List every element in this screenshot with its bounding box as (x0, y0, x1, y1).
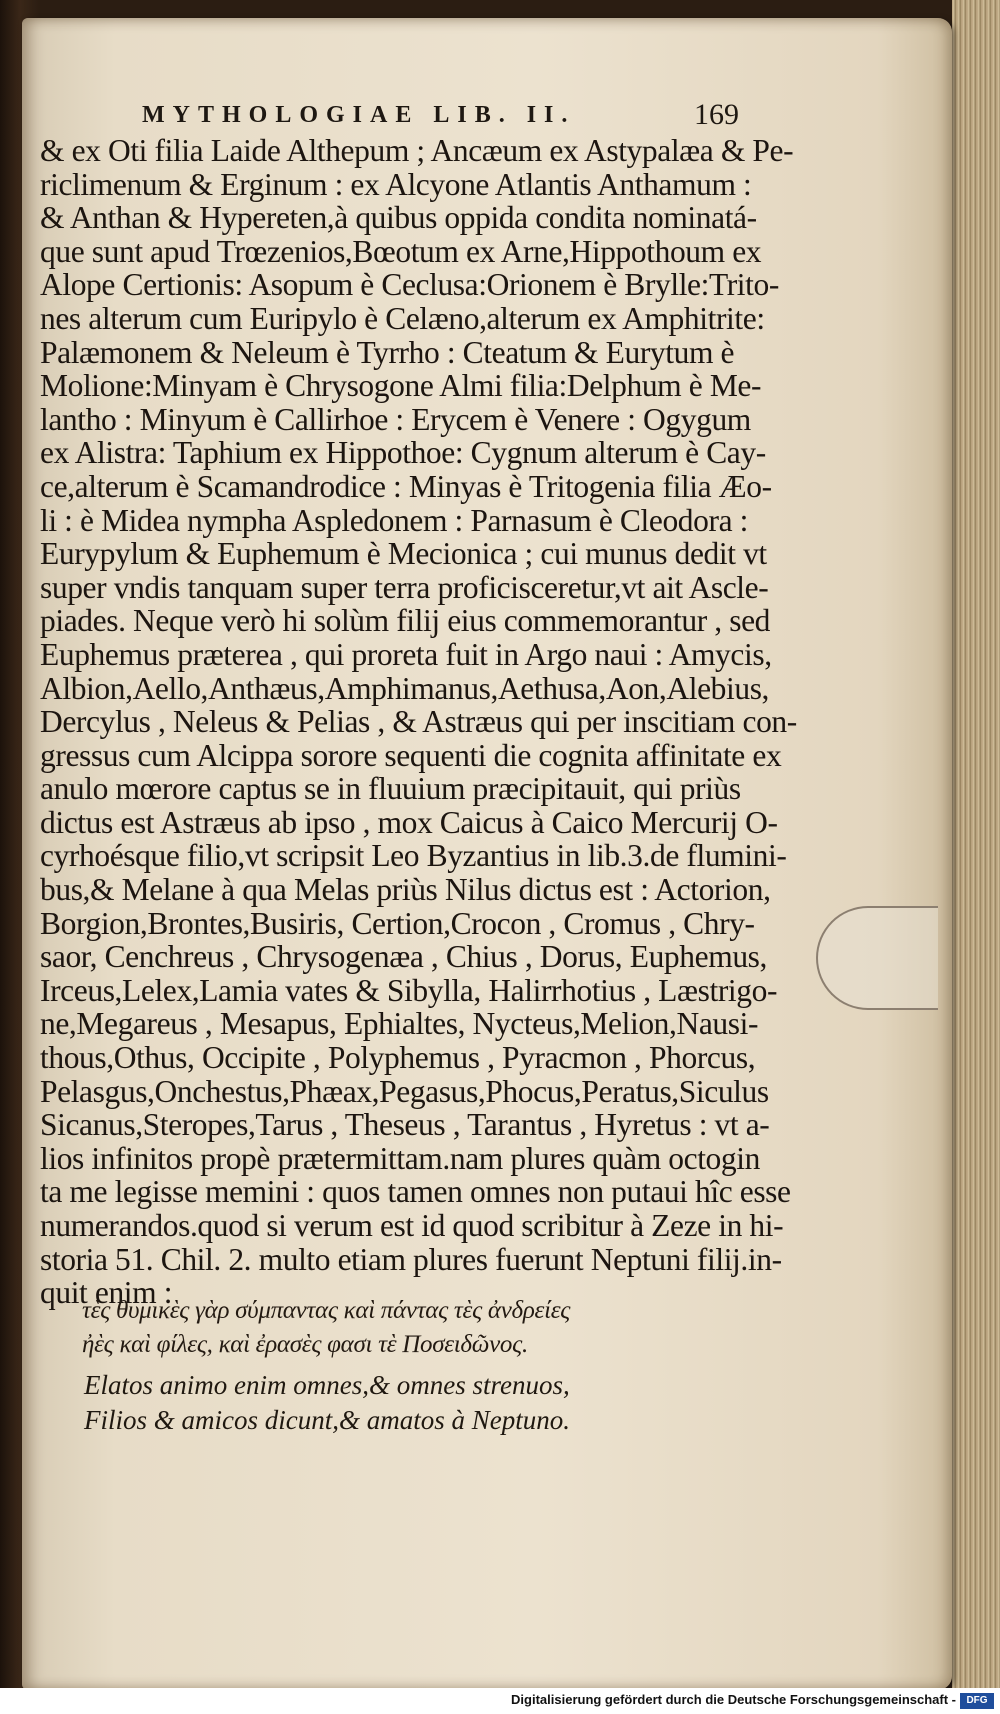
text-line: bus,& Melane à qua Melas priùs Nilus dictus est : Actorion, (40, 872, 771, 908)
running-head: MYTHOLOGIAE LIB. II. (142, 102, 576, 128)
text-line: que sunt apud Trœzenios,Bœotum ex Arne,Hippothoum ex (40, 233, 762, 269)
text-line: ex Alistra: Taphium ex Hippothoe: Cygnum alterum è Cay- (40, 435, 766, 471)
text-line: Palæmonem & Neleum è Tyrrho : Cteatum & Eurytum è (40, 334, 735, 370)
text-line: li : è Midea nympha Aspledonem : Parnasum è Cleodora : (40, 502, 749, 538)
text-line: Eurypylum & Euphemum è Mecionica ; cui munus dedit vt (40, 536, 767, 572)
page-number: 169 (694, 98, 739, 131)
text-line: super vndis tanquam super terra proficisceretur,vt ait Ascle- (40, 569, 769, 605)
text-line: Sicanus,Steropes,Tarus , Theseus , Tarantus , Hyretus : vt a- (40, 1107, 770, 1143)
text-line: Molione:Minyam è Chrysogone Almi filia:Delphum è Me- (40, 368, 762, 404)
text-line: Irceus,Lelex,Lamia vates & Sibylla, Halirrhotius , Læstrigo- (40, 972, 778, 1008)
text-line: dictus est Astræus ab ipso , mox Caicus à Caico Mercurij O- (40, 804, 778, 840)
text-line: Pelasgus,Onchestus,Phæax,Pegasus,Phocus,Peratus,Siculus (40, 1073, 769, 1109)
text-line: Borgion,Brontes,Busiris, Certion,Crocon , Cromus , Chry- (40, 905, 755, 941)
text-line: Euphemus præterea , qui proreta fuit in Argo naui : Amycis, (40, 636, 772, 672)
text-line: Alope Certionis: Asopum è Ceclusa:Orionem è Brylle:Trito- (40, 267, 779, 303)
text-line: ce,alterum è Scamandrodice : Minyas è Tritogenia filia Æo- (40, 468, 772, 504)
latin-line: Elatos animo enim omnes,& omnes strenuos, (84, 1370, 570, 1400)
dfg-logo: DFG (960, 1693, 994, 1709)
latin-line: Filios & amicos dicunt,& amatos à Neptuno. (84, 1405, 570, 1435)
greek-line: τὲς θυμικὲς γὰρ σύμπαντας καὶ πάντας τὲς ἀνδρείες (82, 1297, 571, 1324)
book-page (22, 18, 952, 1690)
text-line: & ex Oti filia Laide Althepum ; Ancæum ex Astypalæa & Pe- (40, 133, 794, 168)
text-line: Dercylus , Neleus & Pelias , & Astræus qui per inscitiam con- (40, 704, 797, 740)
text-line: quit enim : (40, 1275, 173, 1311)
page-edges (952, 0, 1000, 1714)
text-line: thous,Othus, Occipite , Polyphemus , Pyracmon , Phorcus, (40, 1040, 756, 1076)
text-line: nes alterum cum Euripylo è Celæno,alterum ex Amphitrite: (40, 300, 765, 336)
text-line: saor, Cenchreus , Chrysogenæa , Chius , Dorus, Euphemus, (40, 939, 768, 975)
greek-verse (82, 1294, 702, 1362)
text-line: storia 51. Chil. 2. multo etiam plures fuerunt Neptuni filij.in- (40, 1241, 782, 1277)
text-line: ta me legisse memini : quos tamen omnes non putaui hîc esse (40, 1174, 791, 1210)
digitization-footer (0, 1688, 1000, 1714)
text-line: gressus cum Alcippa sorore sequenti die cognita affinitate ex (40, 737, 782, 773)
latin-verse (84, 1368, 704, 1438)
funding-credit: Digitalisierung gefördert durch die Deutsche Forschungsgemeinschaft - (511, 1692, 956, 1707)
text-line: piades. Neque verò hi solùm filij eius commemorantur , sed (40, 603, 771, 639)
text-line: anulo mœrore captus se in fluuium præcipitauit, qui priùs (40, 771, 741, 807)
text-line: & Anthan & Hypereten,à quibus oppida condita nominatá- (40, 200, 757, 236)
text-line: lantho : Minyum è Callirhoe : Erycem è Venere : Ogygum (40, 401, 751, 437)
text-line: ne,Megareus , Mesapus, Ephialtes, Nycteus,Melion,Nausi- (40, 1006, 759, 1042)
text-line: riclimenum & Erginum : ex Alcyone Atlantis Anthamum : (40, 166, 752, 202)
text-line: Albion,Aello,Anthæus,Amphimanus,Aethusa,Aon,Alebius, (40, 670, 770, 706)
text-line: lios infinitos propè prætermittam.nam plures quàm octogin (40, 1140, 760, 1176)
page-tab-marker (816, 906, 938, 1010)
greek-line: ἠὲς καὶ φίλες, καὶ ἐρασὲς φασι τὲ Ποσειδῶνος. (82, 1331, 528, 1358)
text-line: numerandos.quod si verum est id quod scribitur à Zeze in hi- (40, 1208, 784, 1243)
text-line: cyrhoésque filio,vt scripsit Leo Byzantius in lib.3.de flumini- (40, 838, 787, 874)
